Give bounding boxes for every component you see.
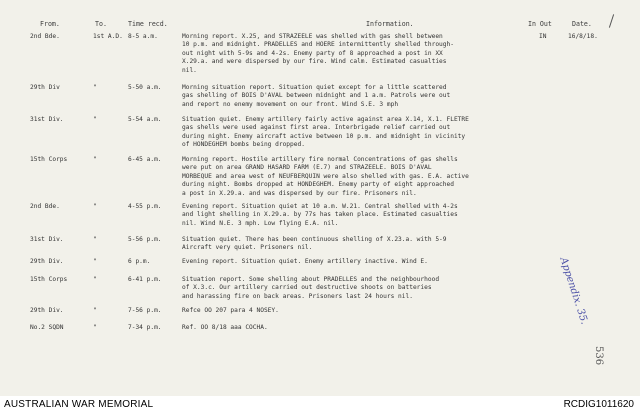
entry-information	[182, 33, 572, 75]
information-line: Situation report. Some shelling about PRADELLES and the neighbourhood	[182, 276, 440, 283]
entry-information	[182, 156, 572, 198]
entry-from: 15th Corps	[30, 156, 68, 163]
entry-time: 6 p.m.	[128, 258, 151, 265]
page-number: 536	[593, 346, 604, 366]
information-line: nil. Wind N.E. 3 mph. Low flying E.A. nil.	[182, 219, 339, 227]
entry-information	[182, 116, 572, 150]
entry-from: 29th Div.	[30, 307, 64, 314]
information-line: and report no enemy movement on our front. Wind S.E. 3 mph	[182, 100, 399, 108]
entry-time: 5-56 p.m.	[128, 236, 162, 243]
entry-time: 7-56 p.m.	[128, 307, 162, 314]
entry-from: No.2 SQDN	[30, 324, 64, 331]
entry-time: 7-34 p.m.	[128, 324, 162, 331]
information-line: out night with 5-9s and 4-2s. Enemy party of 8 approached a post in XX	[182, 49, 443, 57]
information-line: of HONDEGHEM bombs being dropped.	[182, 141, 305, 149]
entry-time: 6-41 p.m.	[128, 276, 162, 283]
entry-from: 31st Div.	[30, 236, 64, 243]
information-line: gas shells were used against first area. Interbrigade relief carried out	[182, 124, 451, 132]
information-line: Ref. OO 8/18 aaa COCHA.	[182, 324, 268, 331]
header-date: Date.	[572, 20, 592, 28]
entry-information	[182, 276, 572, 301]
entry-information	[182, 258, 572, 266]
pencil-tick-mark	[609, 14, 614, 28]
header-information: Information.	[366, 20, 414, 28]
entry-from: 29th Div.	[30, 258, 64, 265]
entry-to: "	[93, 203, 97, 210]
entry-time: 4-55 p.m.	[128, 203, 162, 210]
header-in-out: In Out	[528, 20, 552, 28]
information-line: Morning report. Hostile artillery fire normal Concentrations of gas shells	[182, 156, 458, 163]
information-line: X.29.a. and were dispersed by our fire. Wind calm. Estimated casualties	[182, 58, 447, 66]
information-line: Evening report. Situation quiet. Enemy artillery inactive. Wind E.	[182, 258, 428, 265]
entry-time: 5-50 a.m.	[128, 84, 162, 91]
information-line: a post in X.29.a. and was dispersed by our fire. Prisoners nil.	[182, 189, 417, 197]
entry-from: 15th Corps	[30, 276, 68, 283]
entry-from: 2nd Bde.	[30, 33, 60, 40]
entry-to: "	[93, 84, 97, 91]
entry-from: 31st Div.	[30, 116, 64, 123]
footer-institution: AUSTRALIAN WAR MEMORIAL	[4, 399, 154, 410]
information-line: during night. Enemy aircraft active between 10 p.m. and midnight in vicinity	[182, 132, 466, 140]
entry-information	[182, 324, 572, 332]
entry-to: 1st A.D.	[93, 33, 123, 40]
information-line: MORBEQUE and area west of NEUFBERQUIN were also shelled with gas. E.A. active	[182, 172, 469, 180]
information-line: gas shelling of BOIS D'AVAL between midnight and 1 a.m. Patrols were out	[182, 92, 451, 100]
entry-time: 8-5 a.m.	[128, 33, 158, 40]
information-line: Situation quiet. There has been continuous shelling of X.23.a. with 5-9	[182, 236, 447, 243]
information-line: Situation quiet. Enemy artillery fairly active against area X.14, X.1. FLETRE	[182, 116, 469, 123]
entry-to: "	[93, 236, 97, 243]
appendix-annotation: Appendix. 35.	[557, 256, 590, 326]
information-line: and harassing fire on back areas. Prisoners last 24 hours nil.	[182, 292, 413, 300]
footer-bar	[0, 396, 640, 413]
entry-to: "	[93, 258, 97, 265]
entry-information	[182, 84, 572, 109]
header-from: From.	[40, 20, 60, 28]
footer-record-id: RCDIG1011620	[563, 399, 634, 410]
entry-time: 6-45 a.m.	[128, 156, 162, 163]
entry-to: "	[93, 276, 97, 283]
header-to: To.	[95, 20, 107, 28]
entry-time: 5-54 a.m.	[128, 116, 162, 123]
entry-information	[182, 203, 572, 228]
information-line: Aircraft very quiet. Prisoners nil.	[182, 244, 313, 252]
information-line: of X.3.c. Our artillery carried out destructive shoots on batteries	[182, 284, 432, 292]
information-line: were put on area GRAND HASARD FARM (E.7) and STRAZEELE. BOIS D'AVAL	[182, 164, 432, 172]
entry-from: 29th Div	[30, 84, 60, 91]
entry-to: "	[93, 116, 97, 123]
entry-date: 16/8/18.	[568, 33, 598, 40]
entry-to: "	[93, 324, 97, 331]
entry-from: 2nd Bde.	[30, 203, 60, 210]
entry-to: "	[93, 307, 97, 314]
information-line: 10 p.m. and midnight. PRADELLES and HOERE intermittently shelled through-	[182, 41, 454, 49]
information-line: Evening report. Situation quiet at 10 a.m. W.21. Central shelled with 4-2s	[182, 203, 458, 210]
information-line: and light shelling in X.29.a. by 77s has taken place. Estimated casualties	[182, 211, 458, 219]
information-line: nil.	[182, 66, 197, 74]
information-line: Refce OO 207 para 4 NOSEY.	[182, 307, 279, 314]
entry-in-out: IN	[539, 33, 547, 40]
header-time: Time recd.	[128, 20, 168, 28]
information-line: during night. Bombs dropped at HONDEGHEM. Enemy party of eight approached	[182, 181, 454, 189]
information-line: Morning situation report. Situation quiet except for a little scattered	[182, 84, 447, 91]
entry-to: "	[93, 156, 97, 163]
entry-information	[182, 236, 572, 253]
information-line: Morning report. X.25, and STRAZEELE was shelled with gas shell between	[182, 33, 443, 40]
entry-information	[182, 307, 572, 315]
